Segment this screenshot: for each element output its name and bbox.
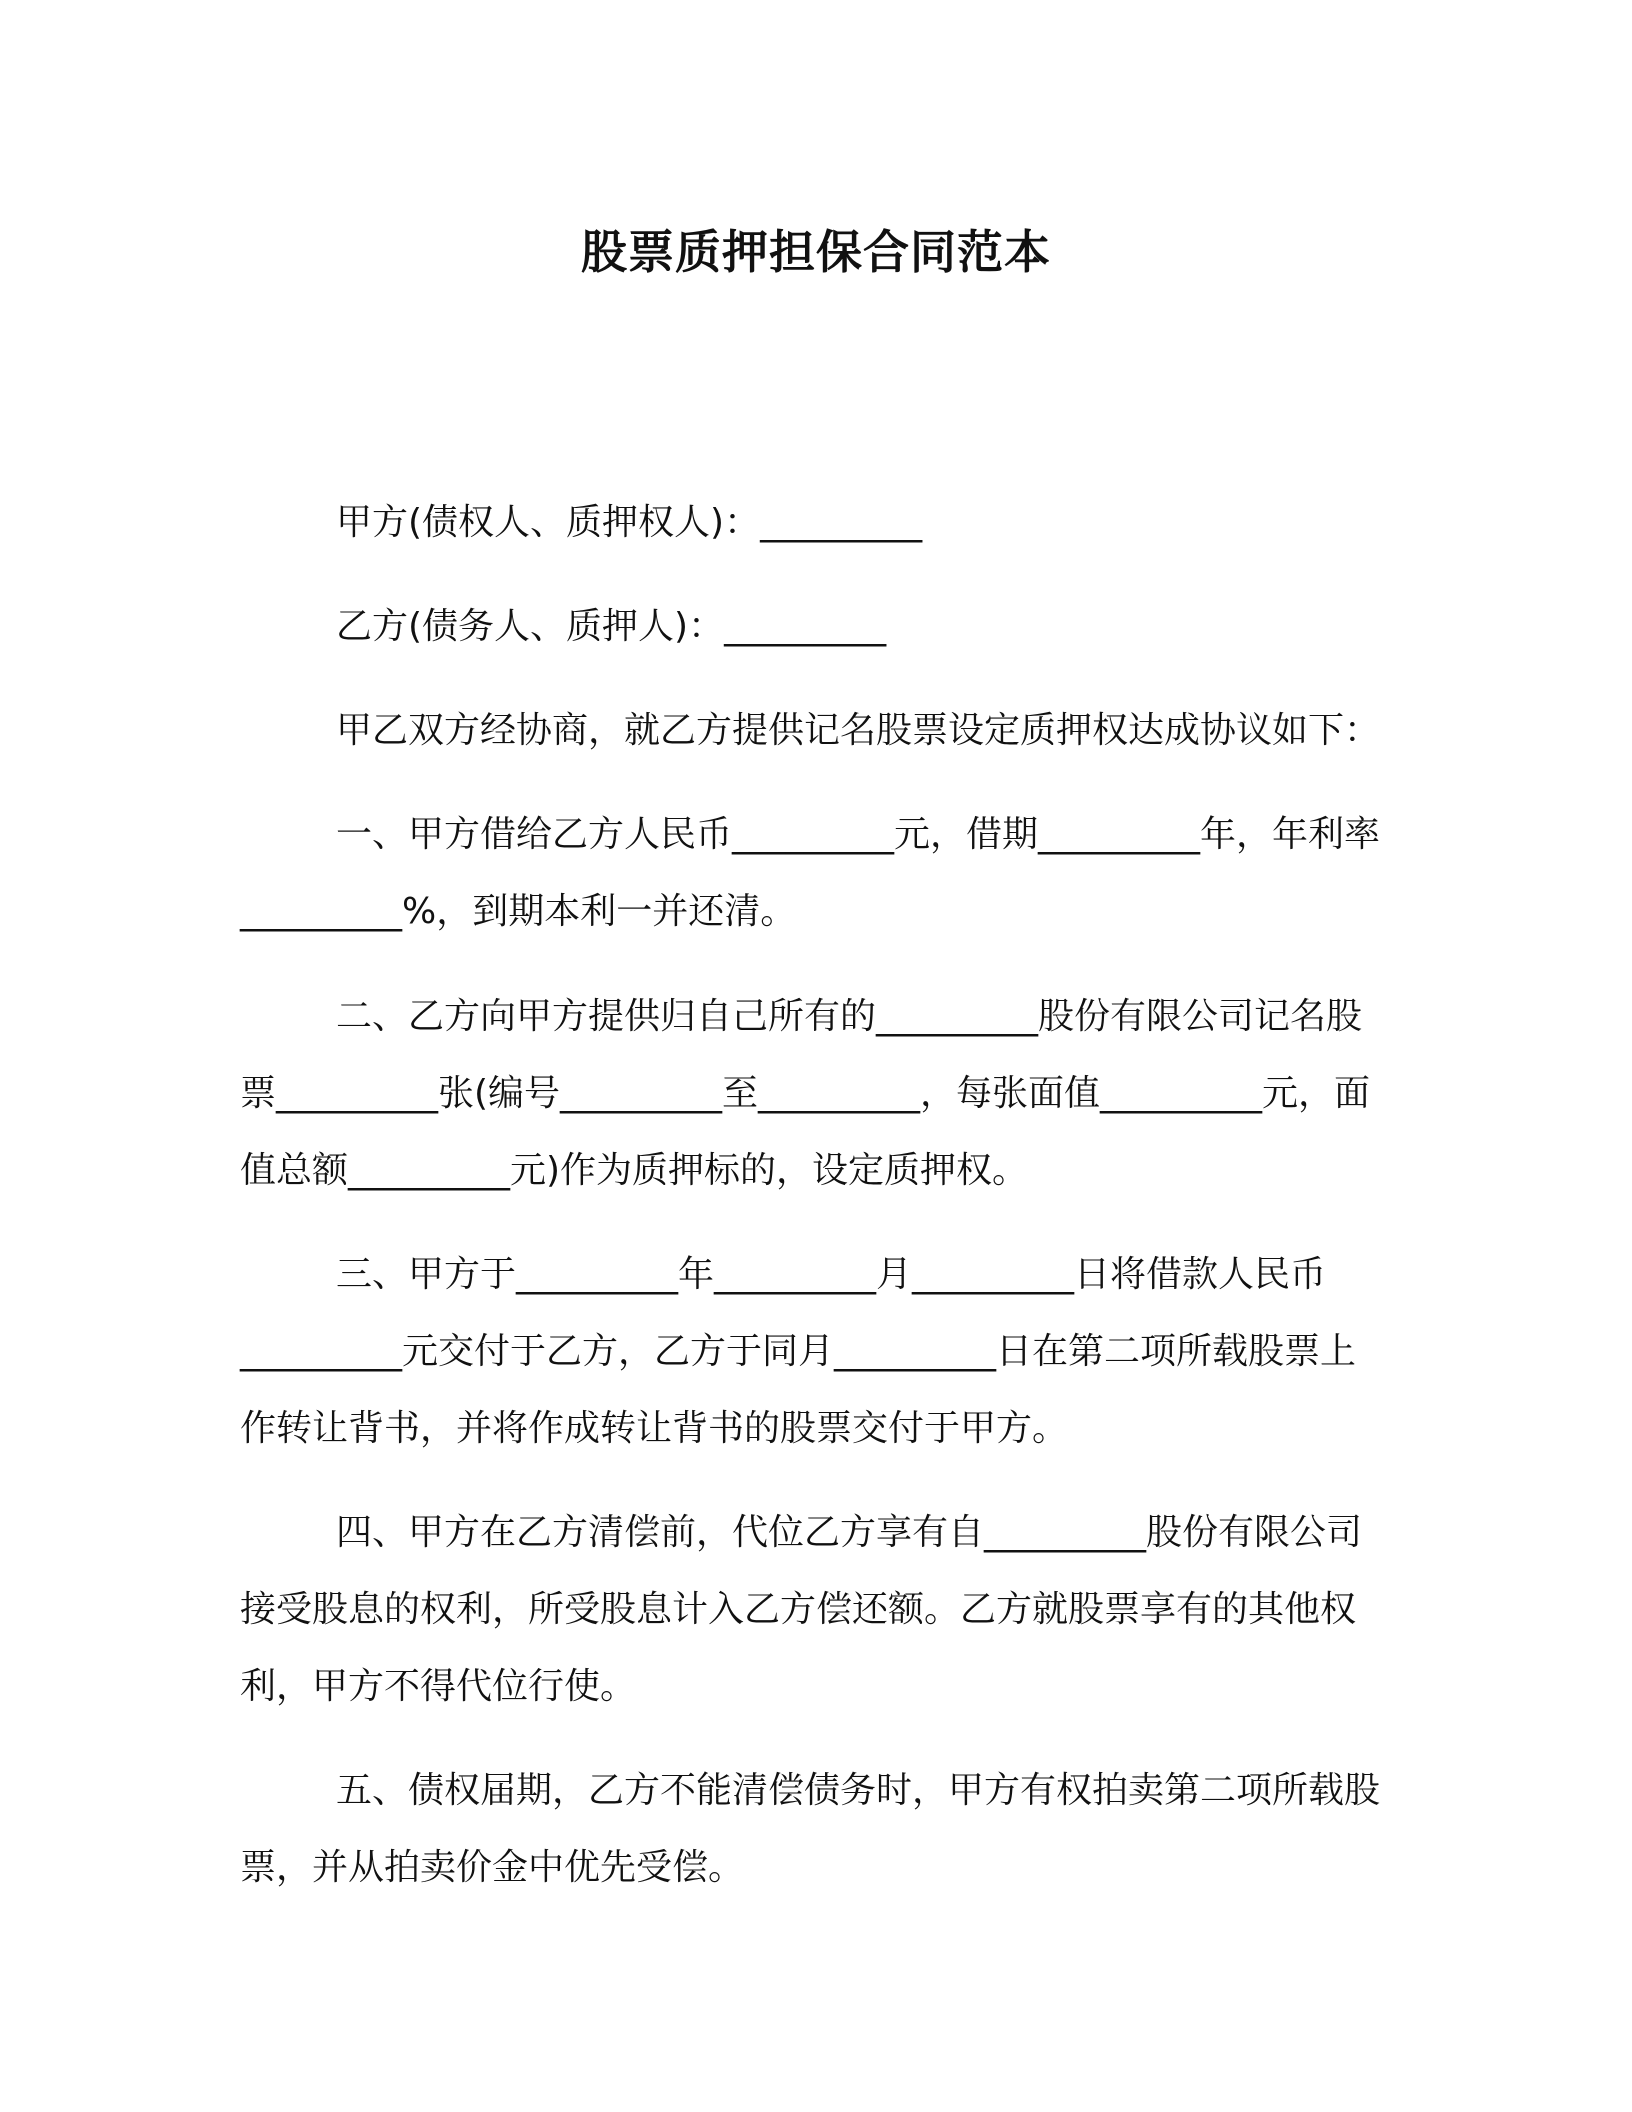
clause-5: 五、债权届期，乙方不能清偿债务时，甲方有权拍卖第二项所载股票，并从拍卖价金中优先受偿。 bbox=[240, 1770, 1381, 1888]
party-a-line: 甲方(债权人、质押权人)：_________ bbox=[336, 502, 923, 543]
party-b-line: 乙方(债务人、质押人)：_________ bbox=[336, 606, 887, 647]
clause-3: 三、甲方于_________年_________月_________日将借款人民币_________元交付于乙方，乙方于同月_________日在第二项所载股票上作转让背书，并将作成转让背书的股票交付于甲方。 bbox=[240, 1254, 1357, 1449]
clause-1: 一、甲方借给乙方人民币_________元，借期_________年，年利率_________%，到期本利一并还清。 bbox=[240, 814, 1381, 932]
clause-2: 二、乙方向甲方提供归自己所有的_________股份有限公司记名股票_________张(编号_________至_________，每张面值_________元，面值总额_________元)作为质押标的，设定质押权。 bbox=[240, 996, 1371, 1191]
document-title: 股票质押担保合同范本 bbox=[581, 225, 1051, 279]
agreement-intro: 甲乙双方经协商，就乙方提供记名股票设定质押权达成协议如下： bbox=[336, 710, 1381, 751]
clause-4: 四、甲方在乙方清偿前，代位乙方享有自_________股份有限公司接受股息的权利，所受股息计入乙方偿还额。乙方就股票享有的其他权利，甲方不得代位行使。 bbox=[240, 1512, 1363, 1707]
